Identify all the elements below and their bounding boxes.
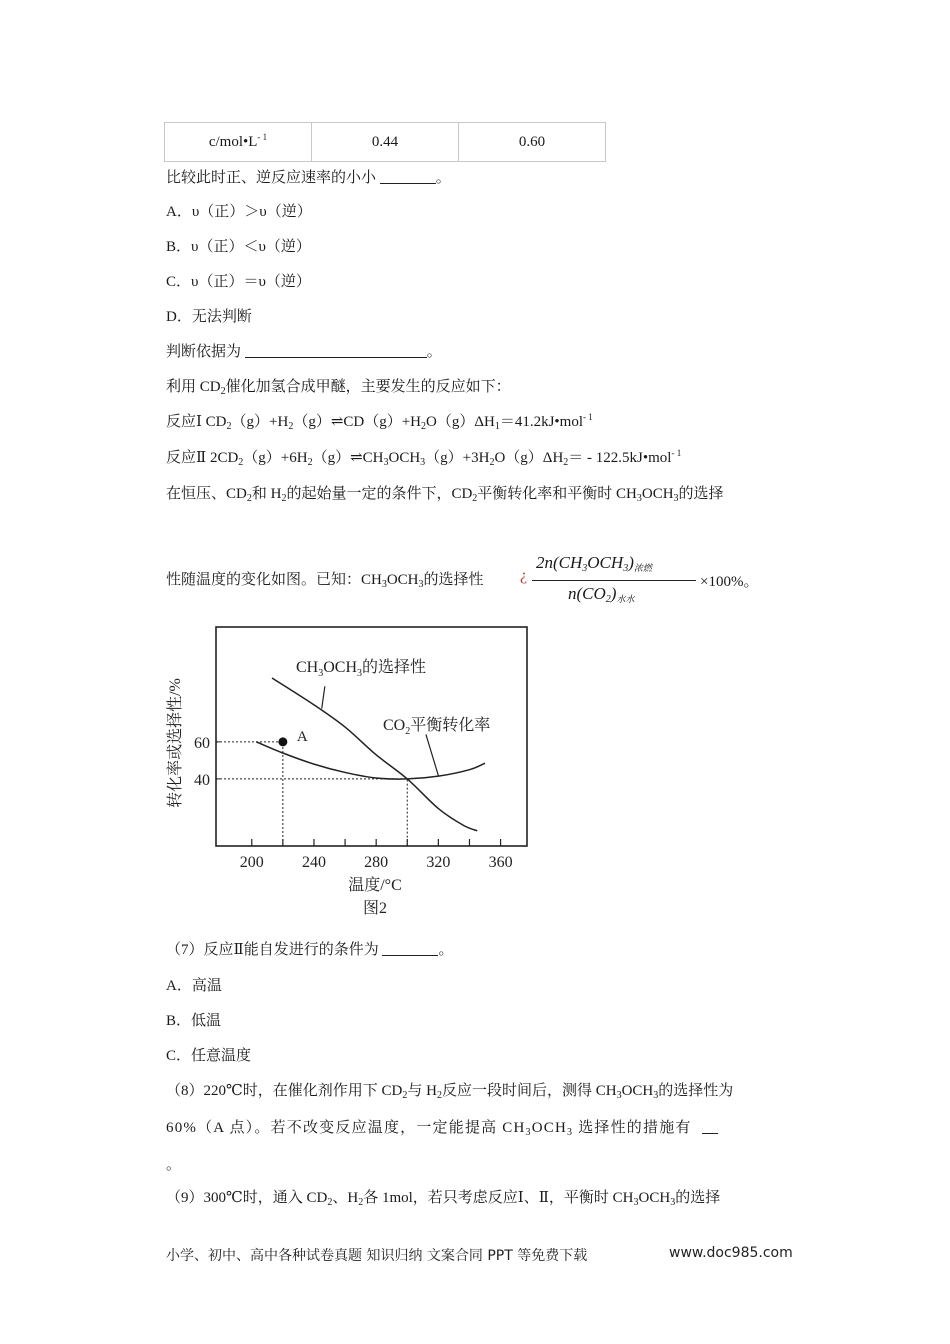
series-line-selectivity bbox=[272, 678, 477, 831]
reaction-1: 反应Ⅰ $CD_2(g)+H_2(g)\rightleftharpoons CD(g)+H_2O(g)\Delta H_1=41.2kJ•mol^{- 1}$ bbox=[166, 412, 593, 432]
x-axis-label: 温度/°C bbox=[348, 877, 402, 894]
answer-blank[interactable] bbox=[702, 1119, 718, 1134]
y-axis-label: 转化率或选择性/% bbox=[167, 678, 184, 808]
table-cell: 0.60 bbox=[459, 123, 606, 162]
guide-line-300 bbox=[216, 779, 407, 846]
formula-denominator: $n(CO_2)_{水水}$ bbox=[568, 584, 635, 605]
table-cell: 0.44 bbox=[312, 123, 459, 162]
q7-option-a: A．高温 bbox=[166, 978, 222, 994]
answer-blank[interactable] bbox=[382, 941, 438, 956]
question-8-line-2: 60%（A 点）。若不改变反应温度，一定能提高 $CH_3OCH_3$ 选择性的措施有 bbox=[166, 1118, 718, 1138]
answer-blank[interactable] bbox=[245, 343, 427, 358]
selectivity-definition: 性随温度的变化如图。已知：$CH_3OCH_3$的选择性 bbox=[166, 572, 484, 590]
guide-line-a bbox=[216, 742, 283, 846]
answer-blank[interactable] bbox=[380, 169, 436, 184]
leader-line-co2 bbox=[426, 734, 438, 775]
figure-2-chart bbox=[150, 615, 550, 925]
leader-line-selectivity bbox=[322, 686, 325, 708]
formula-times-100: ×100%。 bbox=[700, 574, 759, 590]
question-9: （9）300℃时，通入 $CD_2$、$H_2$各 1mol，若只考虑反应Ⅰ、Ⅱ，平衡时 $CH_3OCH_3$的选择 bbox=[166, 1190, 721, 1208]
question-7: （7）反应Ⅱ能自发进行的条件为 。 bbox=[166, 942, 454, 958]
footer-text: 小学、初中、高中各种试卷真题 知识归纳 文案合同 PPT 等免费下载 bbox=[166, 1248, 588, 1264]
option-a: A．υ（正）＞υ（逆） bbox=[166, 204, 312, 220]
series-label-selectivity: $CH_3OCH_3$的选择性 bbox=[296, 659, 427, 679]
footer-url[interactable]: www.doc985.com bbox=[669, 1245, 793, 1261]
question-8: （8）220℃时，在催化剂作用下 $CD_2$与 $H_2$反应一段时间后，测得 $CH_3OCH_3$的选择性为 bbox=[166, 1083, 734, 1101]
intro-line: 利用 $CD_2$催化加氢合成甲醚，主要发生的反应如下： bbox=[166, 379, 511, 397]
table-cell-header: $c/mol•L^{- 1}$ bbox=[165, 123, 312, 162]
option-c: C．υ（正）＝υ（逆） bbox=[166, 274, 311, 290]
q7-option-b: B．低温 bbox=[166, 1013, 222, 1029]
question-compare-rates: 比较此时正、逆反应速率的小小 。 bbox=[166, 170, 451, 186]
x-tick-label: 360 bbox=[488, 854, 513, 871]
formula-numerator: $2n(CH_3OCH_3)_{浓燃}$ bbox=[536, 553, 652, 574]
y-tick-label: 40 bbox=[194, 771, 210, 789]
option-d: D．无法判断 bbox=[166, 309, 252, 325]
fraction-bar bbox=[532, 580, 696, 581]
question-8-end: 。 bbox=[166, 1157, 182, 1173]
concentration-table bbox=[164, 122, 606, 162]
page-footer bbox=[166, 1245, 793, 1265]
option-b: B．υ（正）＜υ（逆） bbox=[166, 239, 311, 255]
x-tick-label: 280 bbox=[364, 854, 389, 871]
q7-option-c: C．任意温度 bbox=[166, 1048, 252, 1064]
conditions-line: 在恒压、$CD_2$和 $H_2$的起始量一定的条件下，$CD_2$平衡转化率和平衡时 $CH_3OCH_3$的选择 bbox=[166, 486, 724, 504]
x-tick-label: 320 bbox=[426, 854, 451, 871]
series-line-co2-conversion bbox=[256, 742, 485, 779]
series-label-co2: $CO_2$平衡转化率 bbox=[383, 717, 491, 737]
garbled-char: ¿ bbox=[520, 567, 528, 584]
x-tick-label: 200 bbox=[239, 854, 264, 871]
reaction-2: 反应Ⅱ $2CD_2(g)+6H_2(g)\rightleftharpoons CH_3OCH_3(g)+3H_2O(g)\Delta H_2=$ - 122.5kJ•mol$^{- 1}$ bbox=[166, 448, 682, 468]
y-tick-label: 60 bbox=[194, 734, 210, 752]
x-tick-label: 240 bbox=[301, 854, 326, 871]
table-row bbox=[165, 123, 606, 162]
chart-title: 图2 bbox=[362, 900, 388, 917]
basis-line: 判断依据为 。 bbox=[166, 344, 442, 360]
point-a-label: A bbox=[296, 728, 308, 745]
data-point-a bbox=[278, 737, 287, 746]
